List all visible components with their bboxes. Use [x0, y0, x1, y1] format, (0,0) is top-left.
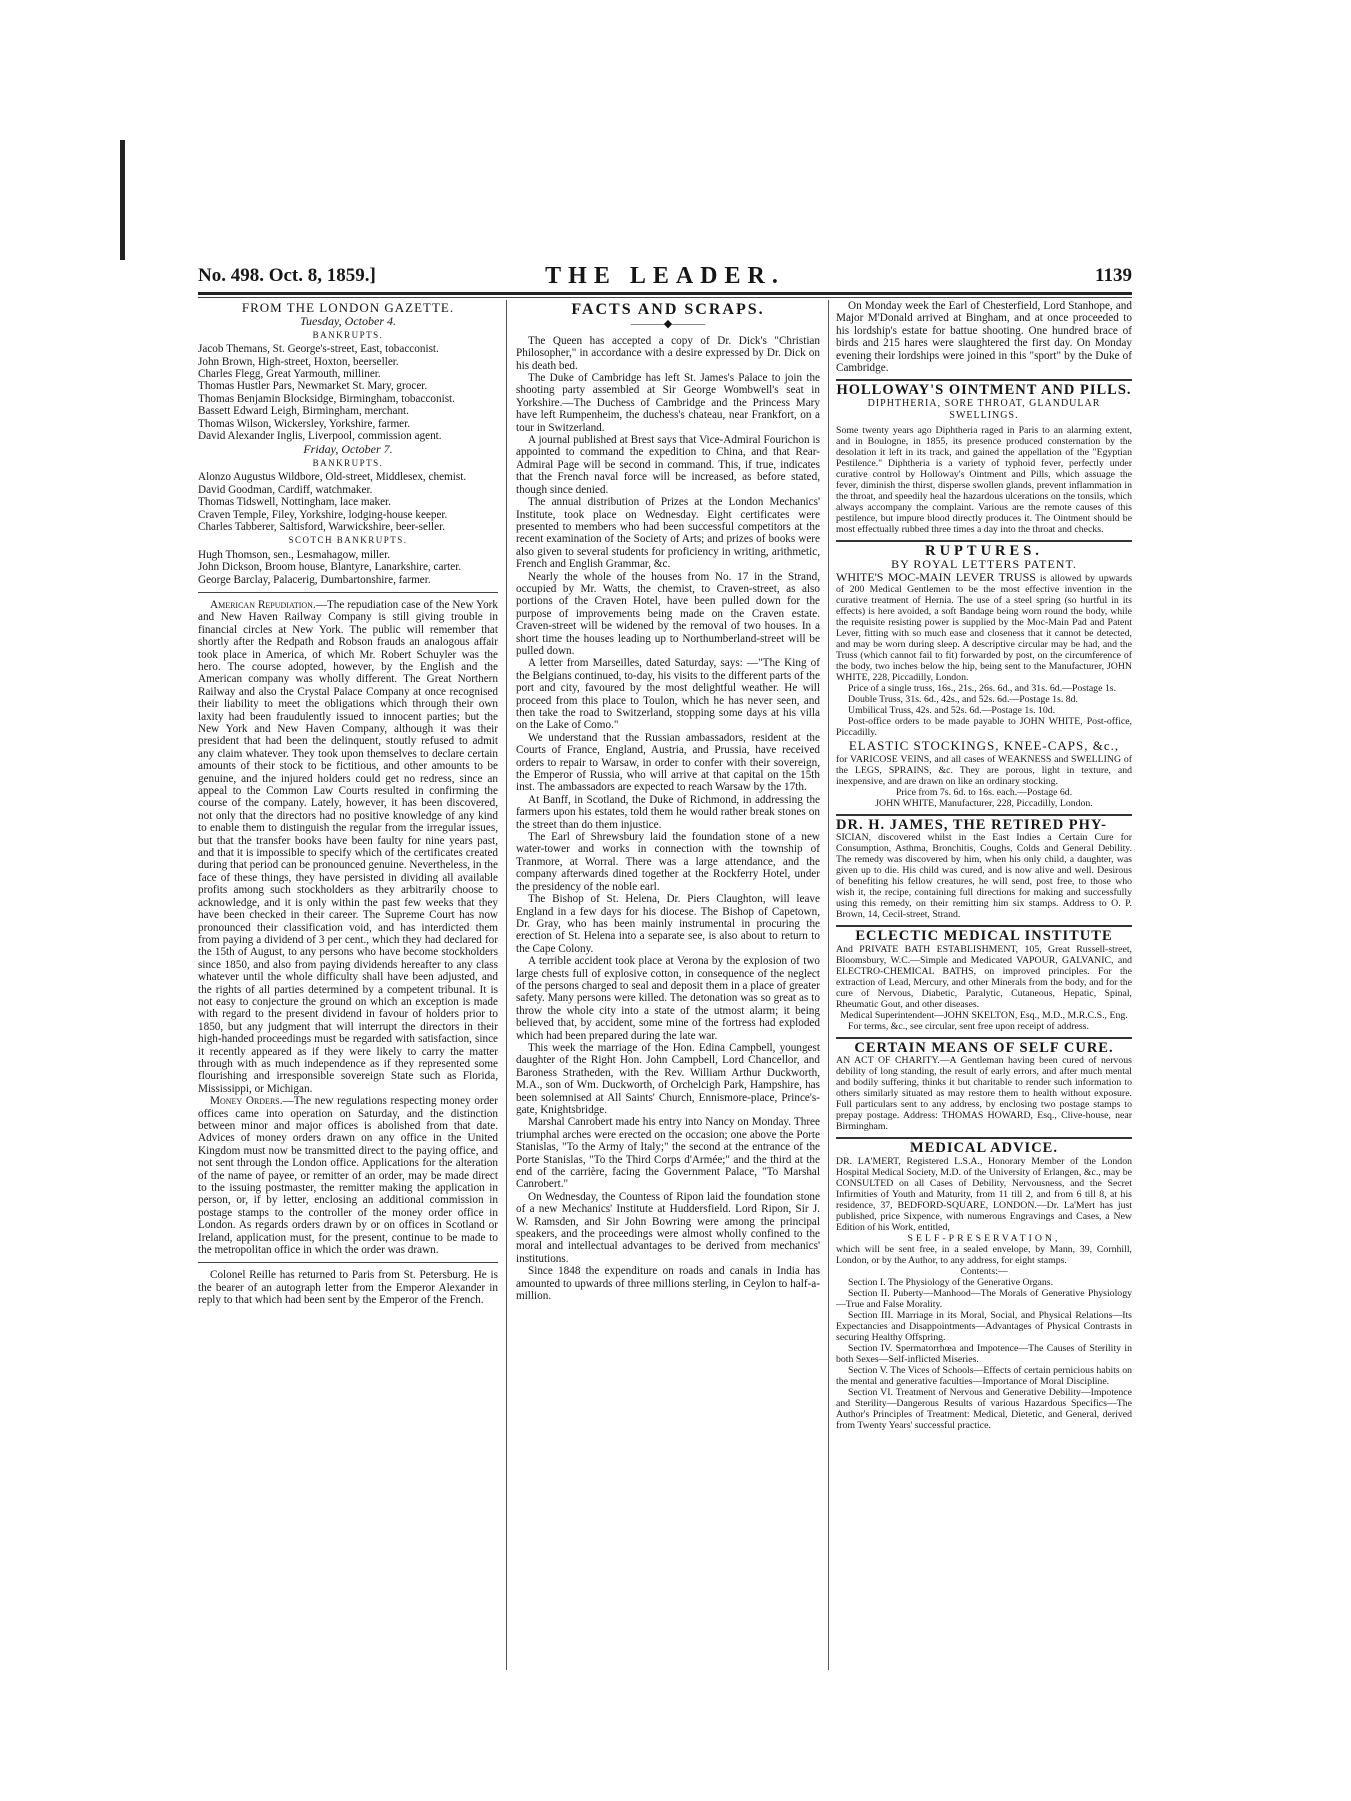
contents-item: Section VI. Treatment of Nervous and Generative Debility—Impotence and Sterility—Dangerous Results of various Hazardous Specifics—The Author's Principles of Treatment: Medical, Dietetic, and General, derived from Twenty Years' successful practice. — [836, 1386, 1132, 1431]
article-body: —The new regulations respecting money order offices came into operation on Saturday, and the distinction between minor and major offices is abolished from that date. Advices of money orders drawn on any office in the United Kingdom must now be transmitted direct to the paying office, and not sent through the London office. Applications for the alteration of the name of payee, or remitter of an order, may be made direct to the issuing postmaster, the remitter making the application in person, or, if by letter, enclosing an additional commission in postage stamps to the controller of the money order office in London. As regards orders drawn by or on offices in Scotland or Ireland, application must, for the present, continue to be made to the metropolitan office in which the order was drawn. — [198, 1095, 498, 1257]
list-item: Alonzo Augustus Wildbore, Old-street, Middlesex, chemist. — [198, 471, 467, 484]
page-number: 1139 — [1095, 265, 1132, 286]
issue-number-date: No. 498. Oct. 8, 1859.] — [198, 265, 376, 286]
news-paragraph: Since 1848 the expenditure on roads and canals in India has amounted to upwards of three millions sterling, in Ceylon to half-a-million. — [516, 1265, 820, 1303]
gazette-date-tuesday: Tuesday, October 4. — [300, 314, 396, 329]
list-item: Thomas Wilson, Wickersley, Yorkshire, farmer. — [198, 417, 411, 430]
contents-item: Section V. The Vices of Schools—Effects of certain pernicious habits on the mental and generative faculties—Importance of Moral Discipline. — [836, 1364, 1132, 1387]
section-divider — [836, 1137, 1132, 1139]
news-paragraph: On Monday week the Earl of Chesterfield, Lord Stanhope, and Major M'Donald arrived at Bingham, and at once proceeded to his lordship's estate for battue shooting. One hundred brace of birds and 215 hares were slaughtered the first day. On Monday evening their lordships were joined in this "sport" by the Duke of Cambridge. — [836, 300, 1132, 375]
advert-body: which will be sent free, in a sealed envelope, by Mann, 39, Cornhill, London, or by the Author, to any address, for eight stamps. — [836, 1243, 1132, 1266]
article-body: —The repudiation case of the New York and New Haven Railway Company is still giving trouble in financial circles at New York. The public will remember that shortly after the Redpath and Robson frauds an analogous affair took place in America, of which Mr. Robert Schuyler was the hero. The course adopted, however, by the English and the American company was wholly different. The Great Northern Railway and also the Crystal Palace Company at once recognised their liability to meet the obligations which through their own laxity had been fraudulently issued to innocent parties; but the New York and New Haven Company, although it was their president that had been the delinquent, stoutly refused to admit any claim whatever. They took upon themselves to declare certain amounts of their stock to be fictitious, and other amounts to be genuine, and the injured holders could get no redress, since an appeal to the Common Law Courts resulted in confirming the course of the company. Lately, however, it has been discovered, not only that the directors had no positive knowledge of any kind to enable them to distinguish the regular from the irregular issues, but that the transfer books have been faulty for nine years past, and that it is impossible to specify which of the certificates created during that period can be pronounced genuine. Nevertheless, in the face of these things, they have persisted in dividing all available profits among such stockholders as they arbitrarily choose to acknowledge, and it is only within the past few weeks that they have been checked in their career. The Supreme Court has now pronounced their classification void, and has interdicted them from paying a dividend of 3 per cent., which they had declared for the 15th of August, to any persons who have become stockholders since 1850, and also from paying dividends hereafter to any class whatever until the whole difficulty shall have been adjusted, and the rights of all parties determined by a competent tribunal. It is not easy to conjecture the ground on which an exception is made with regard to the present dividend in favour of holders prior to 1850, but any judgment that will interrupt the directors in their high-handed proceedings must be regarded with satisfaction, since it recently appeared as if they were likely to carry the matter through with as much independence as if they represented some flourishing and irresponsible sovereign State such as Florida, Mississippi, or Michigan. — [198, 598, 498, 1095]
list-item: Jacob Themans, St. George's-street, East, tobacconist. — [198, 343, 439, 356]
advert-holloway — [836, 384, 1132, 534]
contents-item: Section I. The Physiology of the Generative Organs. — [848, 1276, 1054, 1288]
advert-body: SICIAN, discovered whilst in the East Indies a Certain Cure for Consumption, Asthma, Bronchitis, Coughs, Colds and General Debility. The remedy was discovered by him, when his only child, a daughter, was given up to die. His child was cured, and is now alive and well. Desirous of benefiting his fellow creatures, he will send, post free, to those who wish it, the recipe, containing full directions for making and successfully using this remedy, on their remitting him six stamps. Address to O. P. Brown, 14, Cecil-street, Strand. — [836, 832, 1132, 921]
advert-title: CERTAIN MEANS OF SELF CURE. — [854, 1039, 1114, 1056]
news-paragraph: The Earl of Shrewsbury laid the foundation stone of a new water-tower and works in connection with the township of Tranmore, at Worral. There was a large attendance, and the company afterwards dined together at the Rockferry Hotel, under the presidency of the noble earl. — [516, 831, 820, 893]
list-item: Charles Flegg, Great Yarmouth, milliner. — [198, 368, 381, 381]
contents-item: Section III. Marriage in its Moral, Social, and Physical Relations—Its Expectancies and Disappointments—Advantages of Physical Contrasts in securing Healthy Offspring. — [836, 1309, 1132, 1343]
advert-title: MEDICAL ADVICE. — [910, 1140, 1058, 1157]
list-item: David Goodman, Cardiff, watchmaker. — [198, 483, 373, 496]
advert-body: AN ACT OF CHARITY.—A Gentleman having been cured of nervous debility of long standing, the result of early errors, and after much mental and bodily suffering, thinks it but charitable to render such information to others similarly situated as may restore them to health without exposure. Full particulars sent to any address, by enclosing two postage stamps to prepay postage. Address: THOMAS HOWARD, Esq., Clive-house, near Birmingham. — [836, 1055, 1132, 1133]
advert-subtitle: DIPHTHERIA, SORE THROAT, GLANDULAR SWELLINGS. — [867, 397, 1101, 422]
list-item: Hugh Thomson, sen., Lesmahagow, miller. — [198, 548, 391, 561]
news-paragraph: On Wednesday, the Countess of Ripon laid the foundation stone of a new Mechanics' Institute at Huddersfield. Lord Ripon, Sir J. W. Ramsden, and Sir John Bowring were among the principal speakers, and the proceedings were almost wholly confined to the moral and intellectual advantages to be derived from mechanics' institutions. — [516, 1190, 820, 1265]
newspaper-title: THE LEADER. — [545, 263, 785, 289]
gazette-title: FROM THE LONDON GAZETTE. — [241, 300, 455, 315]
advert-address: JOHN WHITE, Manufacturer, 228, Piccadilly, London. — [875, 797, 1093, 809]
bankrupts-list-3 — [198, 549, 498, 586]
advert-body: Some twenty years ago Diphtheria raged in Paris to an alarming extent, and in Boulogne, in 1855, its presence produced consternation by the desolation it left in its track, and gained the appellation of the "Egyptian Pestilence." Diphtheria is a variety of typhoid fever, perfectly under curative control by Holloway's Ointment and Pills, which assuage the fever, diminish the thirst, disperse swollen glands, prevent inflammation in the throat, and speedily heal the hazardous ulcerations on the tonsils, which always accompany the complaint. Various are the remote causes of this pestilence, but impure blood directly produces it. The Ointment should be most effectually rubbed three times a day into the throat and checks. — [836, 424, 1132, 535]
advert-body: And PRIVATE BATH ESTABLISHMENT, 105, Great Russell-street, Bloomsbury, W.C.—Simple and Medicated VAPOUR, GALVANIC, and ELECTRO-CHEMICAL BATHS, on improved principles. For the extraction of Lead, Mercury, and other Minerals from the body, and for the cure of Nervous, Diabetic, Paralytic, Cutaneous, Hepatic, Spinal, Rheumatic Gout, and other diseases. — [836, 943, 1132, 1010]
column-divider — [828, 300, 829, 1670]
section-divider — [836, 925, 1132, 927]
article-money-orders — [198, 1095, 498, 1256]
list-item: Charles Tabberer, Saltisford, Warwickshire, beer-seller. — [198, 520, 445, 533]
advert-body: for VARICOSE VEINS, and all cases of WEAKNESS and SWELLING of the LEGS, SPRAINS, &c. They are porous, light in texture, and inexpensive, and are drawn on like an ordinary stocking. — [836, 753, 1132, 787]
advert-title: RUPTURES. — [925, 542, 1043, 559]
price-line: Post-office orders to be made payable to JOHN WHITE, Post-office, Piccadilly. — [836, 716, 1132, 739]
price-line: Price of a single truss, 16s., 21s., 26s. 6d., and 31s. 6d.—Postage 1s. — [848, 683, 1117, 695]
binding-mark — [120, 140, 125, 260]
list-item: Thomas Hustler Pars, Newmarket St. Mary, grocer. — [198, 380, 428, 393]
advert-ruptures — [836, 542, 1132, 809]
column-1 — [198, 300, 498, 1680]
section-divider — [836, 540, 1132, 542]
list-item: David Alexander Inglis, Liverpool, commission agent. — [198, 430, 442, 443]
advert-title: ELASTIC STOCKINGS, KNEE-CAPS, &c., — [848, 738, 1120, 754]
list-item: Bassett Edward Leigh, Birmingham, merchant. — [198, 405, 409, 418]
bankrupts-heading: BANKRUPTS. — [312, 329, 384, 340]
list-item: Thomas Benjamin Blocksidge, Birmingham, tobacconist. — [198, 392, 455, 405]
title-ornament: ———◆——— — [630, 318, 706, 331]
advert-body: DR. LA'MERT, Registered L.S.A., Honorary Member of the London Hospital Medical Society, M.D. of the University of Erlangen, &c., may be CONSULTED on all Cases of Debility, Nervousness, and the Secret Infirmities of Youth and Maturity, from 11 till 2, and from 6 till 8, at his residence, 37, BEDFORD-SQUARE, LONDON.—Dr. La'Mert has just published, price Sixpence, with numerous Engravings and Cases, a New Edition of his Work, entitled, — [836, 1155, 1132, 1233]
gazette-date-friday: Friday, October 7. — [303, 442, 393, 457]
news-paragraph: The Duke of Cambridge has left St. James's Palace to join the shooting party assembled at Sir George Wombwell's seat in Yorkshire.—The Duchess of Cambridge and the Princess Mary have left Rumpenheim, the duchess's chateau, near Frankfort, on a tour in Switzerland. — [516, 372, 820, 434]
advert-medical-advice — [836, 1142, 1132, 1430]
list-item: John Brown, High-street, Hoxton, beerseller. — [198, 355, 399, 368]
news-paragraph: A terrible accident took place at Verona by the explosion of two large chests full of explosive cotton, in consequence of the neglect of the persons charged to seal and deposit them in a place of greater safety. Many persons were killed. The detonation was so great as to throw the whole city into a state of the utmost alarm; it being believed that, by accident, some mine of the fortress had exploded which had been prepared during the late war. — [516, 955, 820, 1042]
advert-eclectic — [836, 930, 1132, 1031]
news-paragraph: This week the marriage of the Hon. Edina Campbell, youngest daughter of the Right Hon. John Campbell, Lord Chancellor, and Baroness Stratheden, with the Rev. William Arthur Duckworth, M.A., son of Wm. Duckworth, of Orchelcigh Park, Hampshire, has been solemnised at All Saints' Church, Ennismore-place, Prince's-gate, Knightsbridge. — [516, 1041, 820, 1116]
section-divider — [836, 1037, 1132, 1039]
advert-title: ECLECTIC MEDICAL INSTITUTE — [855, 928, 1113, 945]
list-item: Craven Temple, Filey, Yorkshire, lodging-house keeper. — [198, 508, 448, 521]
advert-self-cure — [836, 1039, 1132, 1133]
advert-dr-james — [836, 816, 1132, 921]
list-item: Thomas Tidswell, Nottingham, lace maker. — [198, 496, 391, 509]
advert-superintendent: Medical Superintendent—JOHN SKELTON, Esq., M.D., M.R.C.S., Eng. — [840, 1009, 1128, 1021]
news-paragraph: We understand that the Russian ambassadors, resident at the Courts of France, England, Austria, and Prussia, have received orders to repair to Warsaw, in order to confer with their sovereign, the Emperor of Russia, who will arrive at that capital on the 15th inst. The ambassadors are expected to reach Warsaw by the 17th. — [516, 731, 820, 794]
article-repudiation — [198, 599, 498, 1095]
news-paragraph: Nearly the whole of the houses from No. 17 in the Strand, occupied by Mr. Watts, the chemist, to Craven-street, as also portions of the Craven Hotel, have been pulled down for the purpose of improvements being made on the Craven estate. Craven-street will be widened by the removal of two houses. In a short time the houses leading up to Northumberland-street will be pulled down. — [516, 570, 820, 657]
scotch-bankrupts-heading: SCOTCH BANKRUPTS. — [288, 535, 408, 546]
header-rule-thin — [198, 297, 1132, 298]
book-title: SELF-PRESERVATION, — [907, 1232, 1061, 1244]
list-item: John Dickson, Broom house, Blantyre, Lanarkshire, carter. — [198, 561, 462, 574]
advert-title: HOLLOWAY'S OINTMENT AND PILLS. — [836, 382, 1132, 399]
list-item: George Barclay, Palacerig, Dumbartonshire, farmer. — [198, 573, 431, 586]
contents-item: Section IV. Spermatorrhœa and Impotence—The Causes of Sterility in both Sexes—Self-inflicted Miseries. — [836, 1342, 1132, 1365]
advert-text: is allowed by upwards of 200 Medical Gentlemen to be the most effective invention in the curative treatment of Hernia. The use of a steel spring (so hurtful in its effects) is here avoided, a soft Bandage being worn round the body, while the requisite resisting power is supplied by the Moc-Main Pad and Patent Lever, fitting with so much ease and closeness that it cannot be detected, and may be worn during sleep. A descriptive circular may be had, and the Truss (which cannot fail to fit) forwarded by post, on the circumference of the body, two inches below the hip, being sent to the Manufacturer, JOHN WHITE, 228, Piccadilly, London. — [836, 573, 1132, 684]
header-rule — [198, 292, 1132, 295]
news-paragraph: A letter from Marseilles, dated Saturday, says: —"The King of the Belgians continued, to-day, his visits to the different parts of the port and city, favoured by the most delightful weather. He will proceed from this place to Toulon, which he has never seen, and then take the road to Switzerland, stopping some days at his villa on the Lake of Como." — [516, 657, 820, 732]
advert-terms: For terms, &c., see circular, sent free upon receipt of address. — [848, 1020, 1089, 1032]
column-divider — [506, 300, 507, 1670]
bankrupts-heading: BANKRUPTS. — [312, 457, 384, 468]
news-paragraph: The Queen has accepted a copy of Dr. Dick's "Christian Philosopher," in accordance with a desire expressed by Dr. Dick on his death bed. — [516, 334, 820, 372]
advert-body — [836, 572, 1132, 683]
bankrupts-list-2 — [198, 471, 498, 533]
price-line: Price from 7s. 6d. to 16s. each.—Postage 6d. — [895, 786, 1073, 798]
news-paragraph: A journal published at Brest says that Vice-Admiral Fourichon is appointed to command the expedition to China, and that Rear-Admiral Page will be second in command. This, if true, indicates that the French naval force will be increased, as before stated, though since denied. — [516, 434, 820, 496]
masthead — [198, 265, 1132, 291]
section-divider — [836, 814, 1132, 816]
article-heading: American Repudiation. — [210, 598, 316, 611]
news-paragraph: The annual distribution of Prizes at the London Mechanics' Institute, took place on Wednesday. Eight certificates were presented to members who had been successful competitors at the recent examination of the Society of Arts; and prizes of books were also given to several students for proficiency in writing, arithmetic, French and English Grammar, &c. — [516, 496, 820, 571]
section-divider — [198, 1262, 498, 1263]
advert-subtitle: BY ROYAL LETTERS PATENT. — [891, 557, 1077, 572]
column-2 — [516, 300, 820, 1680]
news-paragraph: At Banff, in Scotland, the Duke of Richmond, in addressing the farmers upon his estates, told them he would rather break stones on the street than do them injustice. — [516, 793, 820, 831]
advert-title: DR. H. JAMES, THE RETIRED PHY- — [836, 816, 1107, 833]
news-paragraph: Marshal Canrobert made his entry into Nancy on Monday. Three triumphal arches were erected on the occasion; one above the Porte Stanislas, "To the Army of Italy;" the second at the entrance of the Porte Stanislas, "To the Third Corps d'Armée;" and the third at the end of the carrière, facing the Government Palace, "To Marshal Canrobert." — [516, 1116, 820, 1191]
section-divider — [198, 592, 498, 593]
bankrupts-list-1 — [198, 343, 498, 442]
contents-item: Section II. Puberty—Manhood—The Morals of Generative Physiology—True and False Morality. — [836, 1287, 1132, 1310]
facts-scraps-title: FACTS AND SCRAPS. — [571, 301, 765, 318]
contents-label: Contents:— — [960, 1265, 1008, 1277]
advert-lead: WHITE'S MOC-MAIN LEVER TRUSS — [836, 570, 1036, 585]
news-paragraph: The Bishop of St. Helena, Dr. Piers Claughton, will leave England in a few days for his diocese. The Bishop of Capetown, Dr. Gray, who has been mainly instrumental in procuring the erection of St. Helena into a separate see, is also about to return to the Cape Colony. — [516, 893, 820, 955]
price-line: Double Truss, 31s. 6d., 42s., and 52s. 6d.—Postage 1s. 8d. — [848, 694, 1078, 706]
section-divider — [836, 379, 1132, 381]
price-line: Umbilical Truss, 42s. and 52s. 6d.—Postage 1s. 10d. — [848, 705, 1056, 717]
article-heading: Money Orders. — [210, 1095, 283, 1108]
column-3 — [836, 300, 1132, 1680]
article-reille: Colonel Reille has returned to Paris from St. Petersburg. He is the bearer of an autograph letter from the Emperor Alexander in reply to that which had been sent by the Emperor of the French. — [198, 1269, 498, 1307]
